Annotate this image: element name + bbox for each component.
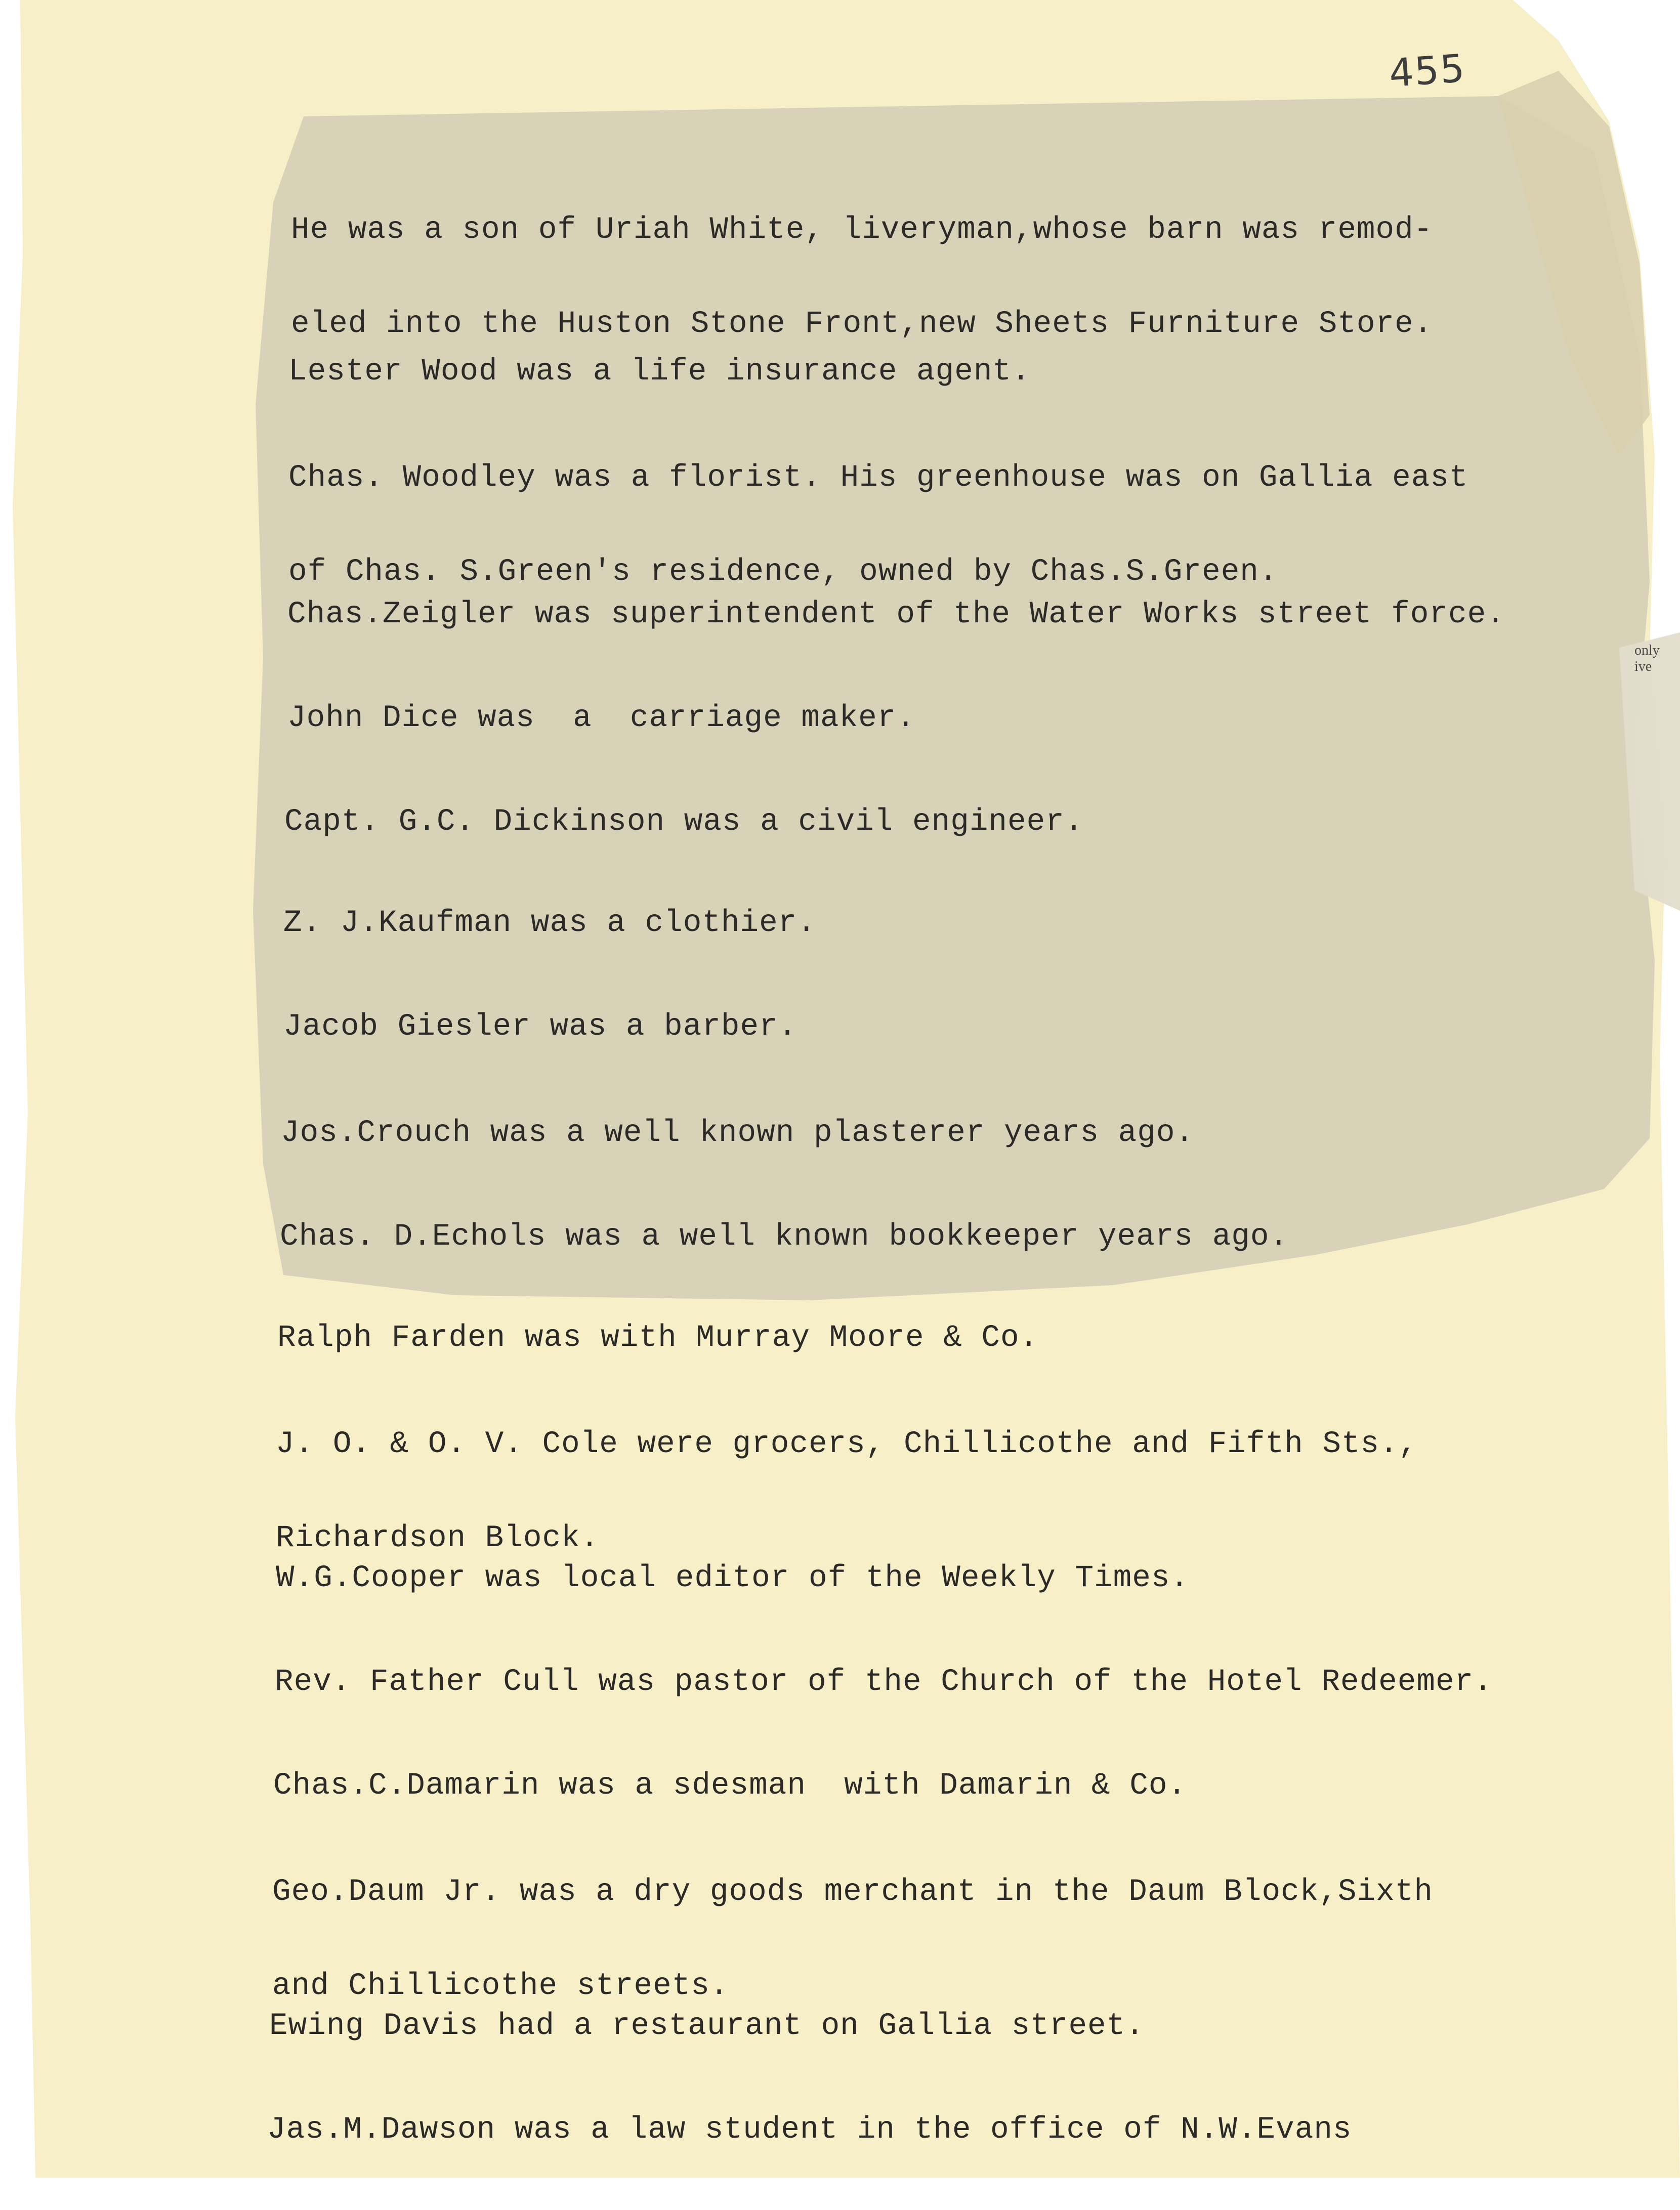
entry-line: of Chas. S.Green's residence, owned by Chas.S.Green. (288, 555, 1278, 589)
clipping-word: only (1634, 643, 1660, 658)
entry-line: Lester Wood was a life insurance agent. (288, 354, 1031, 389)
entry-line: Chas.Zeigler was superintendent of the Water Works street force. (287, 597, 1505, 632)
entry-line: Jos.Crouch was a well known plasterer years ago. (281, 1116, 1195, 1151)
entry-line: Chas. D.Echols was a well known bookkeeper years ago. (280, 1219, 1289, 1254)
entry-line: He was a son of Uriah White, liveryman,whose barn was remod- (291, 212, 1433, 247)
page-number: 455 (1388, 45, 1467, 96)
entry-line: eled into the Huston Stone Front,new Sheets Furniture Store. (291, 307, 1433, 342)
entry-line: Ewing Davis had a restaurant on Gallia street. (269, 2009, 1145, 2044)
entry-line: Ralph Farden was with Murray Moore & Co. (277, 1321, 1039, 1355)
margin-clipping-fragment (1634, 643, 1660, 675)
entry-line: John Dice was a carriage maker. (287, 701, 915, 736)
entry-jas-dawson (267, 2052, 1352, 2208)
entry-line: Richardson Block. (276, 1521, 600, 1556)
entry-line: J. O. & O. V. Cole were grocers, Chillicothe and Fifth Sts., (276, 1427, 1418, 1462)
entry-line: and Chillicothe streets. (272, 1969, 729, 2004)
entry-line: Rev. Father Cull was pastor of the Church of the Hotel Redeemer. (275, 1665, 1493, 1699)
entry-line: Z. J.Kaufman was a clothier. (283, 906, 816, 941)
entry-line: Jas.M.Dawson was a law student in the office of N.W.Evans (267, 2112, 1352, 2147)
entry-line: Jacob Giesler was a barber. (283, 1009, 797, 1044)
clipping-word: ive (1634, 659, 1652, 674)
entry-line: Chas.C.Damarin was a sdesman with Damarin & Co. (273, 1768, 1187, 1803)
entry-line: Chas. Woodley was a florist. His greenhouse was on Gallia east (288, 460, 1468, 495)
entry-line: Capt. G.C. Dickinson was a civil engineer. (284, 804, 1084, 839)
entry-line: W.G.Cooper was local editor of the Weekly Times. (276, 1561, 1190, 1596)
entry-line: Geo.Daum Jr. was a dry goods merchant in the Daum Block,Sixth (272, 1875, 1433, 1909)
